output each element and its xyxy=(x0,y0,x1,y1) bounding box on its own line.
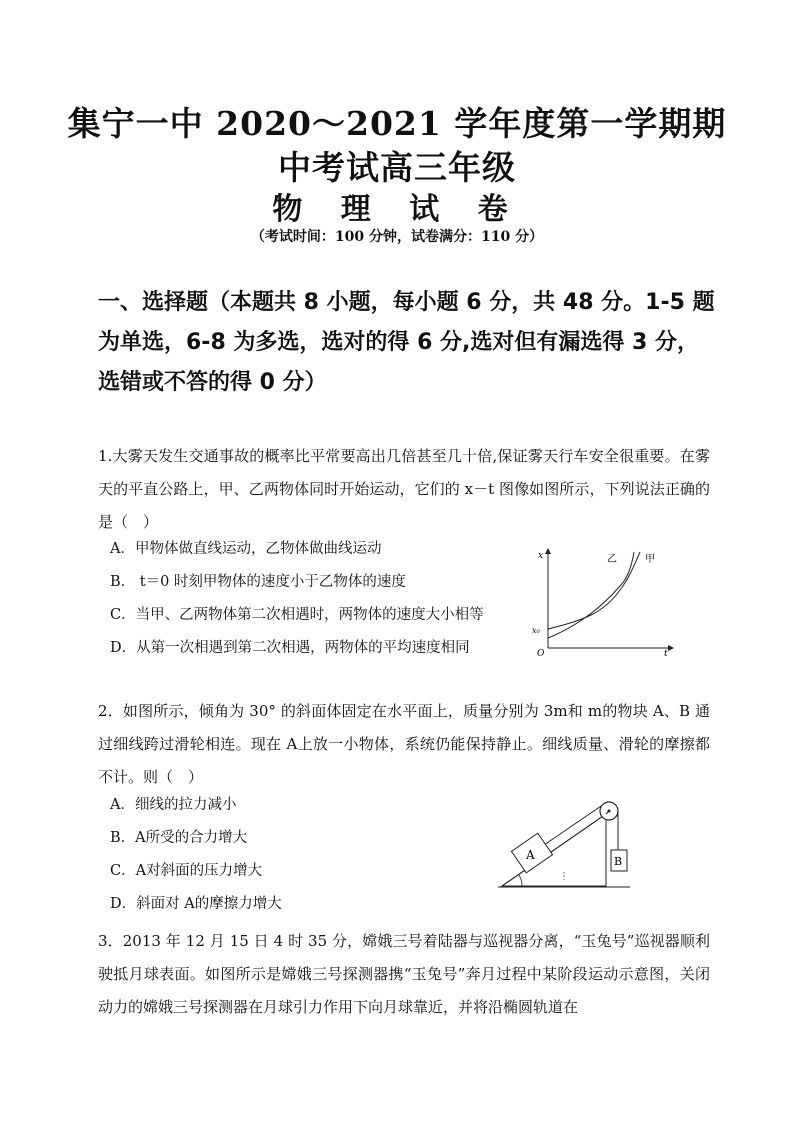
x-axis-label: x xyxy=(538,551,544,561)
exam-subject-title: 物 理 试 卷 xyxy=(272,192,522,227)
t-axis-label: t xyxy=(664,649,668,658)
string-along-incline xyxy=(544,802,607,845)
label-jia: 甲 xyxy=(645,554,655,565)
question-1-option-c: C．当甲、乙两物体第二次相遇时，两物体的速度大小相等 xyxy=(110,607,484,623)
exam-title-line2: 中考试高三年级 xyxy=(278,148,516,187)
question-1-stem: 1.大雾天发生交通事故的概率比平常要高出几倍甚至几十倍,保证雾天行车安全很重要。在雾天的平直公路上，甲、乙两物体同时开始运动，它们的 x－t 图像如图所示，下列说法正确的是（ ） xyxy=(98,447,710,531)
section-heading: 一、选择题（本题共 8 小题，每小题 6 分，共 48 分。1-5 题为单选，6-8 为多选，选对的得 6 分,选对但有漏选得 3 分，选错或不答的得 0 分） xyxy=(98,290,715,395)
exam-title-line1: 集宁一中 2020～2021 学年度第一学期期 xyxy=(67,104,727,143)
curve-jia xyxy=(548,552,640,629)
question-3-stem: 3．2013 年 12 月 15 日 4 时 35 分，嫦娥三号着陆器与巡视器分离，“玉兔号”巡视器顺利驶抵月球表面。如图所示是嫦娥三号探测器携“玉兔号”奔月过程中某阶段运动示意图，关闭动力的嫦娥三号探测器在月球引力作用下向月球靠近，并将沿椭圆轨道在 xyxy=(98,932,710,1016)
question-1-option-d: D．从第一次相遇到第二次相遇，两物体的平均速度相同 xyxy=(110,640,470,656)
t-axis-arrow xyxy=(668,645,674,651)
question-1-option-a: A．甲物体做直线运动，乙物体做曲线运动 xyxy=(110,541,382,557)
question-2-option-d: D．斜面对 A的摩擦力增大 xyxy=(110,896,282,912)
question-2-option-b: B．A所受的合力增大 xyxy=(110,830,248,846)
block-a-label: A xyxy=(526,848,535,862)
question-1-xt-graph xyxy=(528,540,678,658)
x-axis-arrow xyxy=(545,548,551,554)
question-2-stem: 2．如图所示，倾角为 30° 的斜面体固定在水平面上，质量分别为 3m和 m的物块 A、B 通过细线跨过滑轮相连。现在 A上放一小物体，系统仍能保持静止。细线质量、滑轮的摩擦都不计。则（ ） xyxy=(98,702,710,786)
question-1-option-b: B． t＝0 时刻甲物体的速度小于乙物体的速度 xyxy=(110,574,406,590)
angle-arc xyxy=(519,875,522,886)
label-yi: 乙 xyxy=(607,554,617,565)
x0-label: x₀ xyxy=(532,626,540,635)
exam-info: （考试时间：100 分钟，试卷满分：110 分） xyxy=(250,229,544,245)
question-2-incline-figure xyxy=(494,790,634,895)
block-b-label: B xyxy=(614,855,623,868)
question-2-option-c: C．A对斜面的压力增大 xyxy=(110,863,263,879)
origin-label: O xyxy=(537,649,545,658)
question-2-option-a: A．细线的拉力减小 xyxy=(110,797,237,813)
